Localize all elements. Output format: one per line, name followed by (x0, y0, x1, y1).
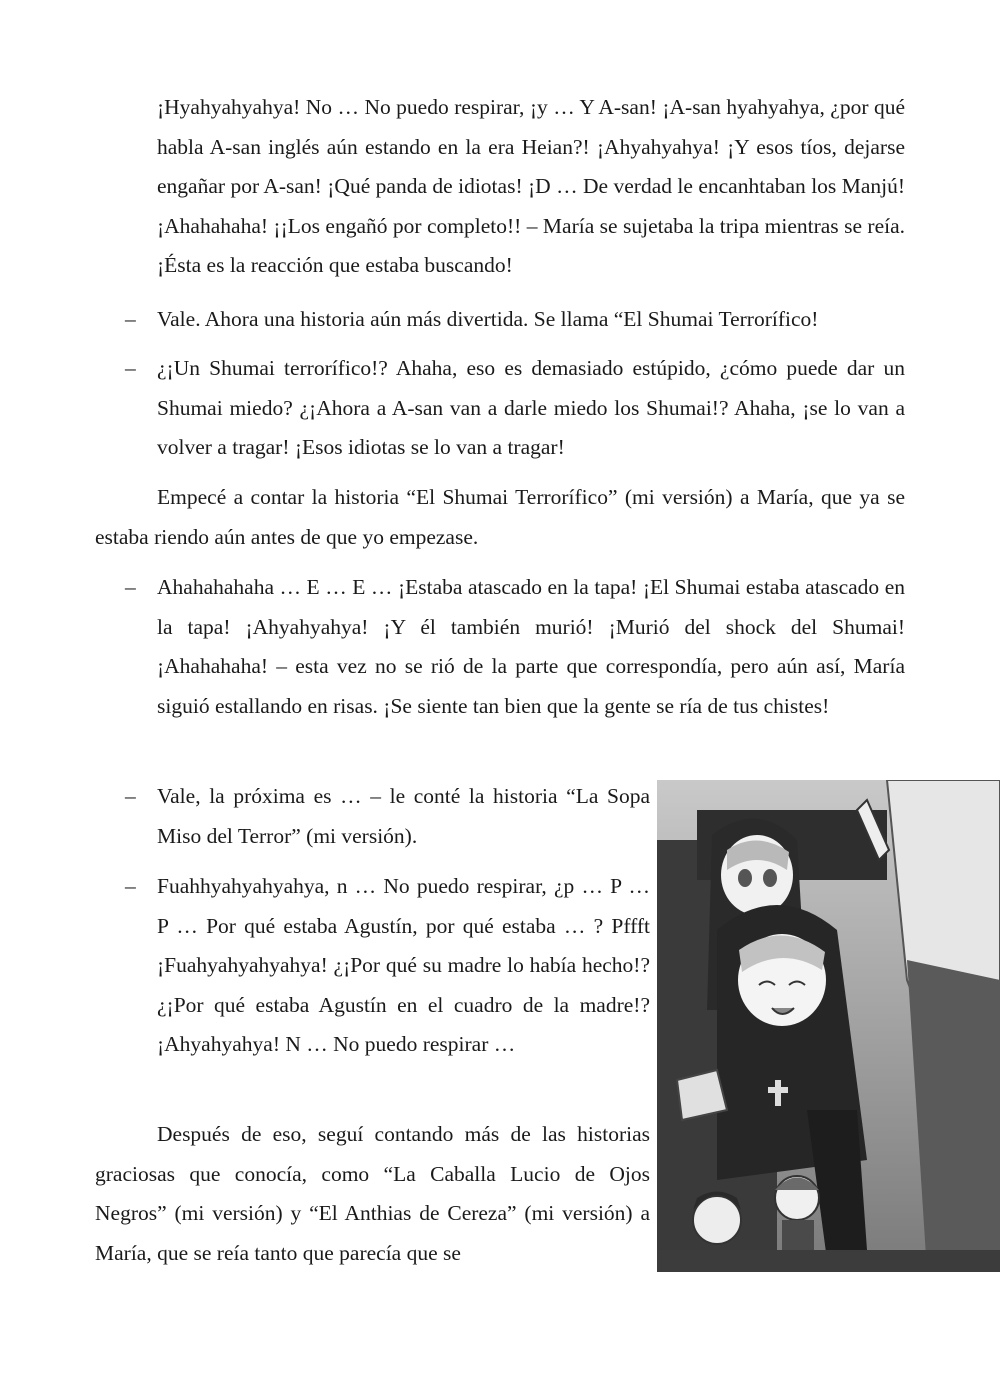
dialogue-paragraph: Vale, la próxima es … – le conté la historia “La Sopa Miso del Terror” (mi versión). (157, 784, 650, 848)
dialogue-dash: – (125, 356, 136, 380)
narration-paragraph: Empecé a contar la historia “El Shumai Terrorífico” (mi versión) a María, que ya se estaba riendo aún antes de que yo empezase. (95, 485, 905, 549)
narration-paragraph: Después de eso, seguí contando más de las historias graciosas que conocía, como “La Caballa Lucio de Ojos Negros” (mi versión) y “El Anthias de Cereza” (mi versión) a María, que se reía tanto que parecía que se (95, 1122, 650, 1265)
dialogue-paragraph: Fuahhyahyahyahya, n … No puedo respirar, ¿p … P … P … Por qué estaba Agustín, por qué estaba … ? Pffft ¡Fuahyahyahyahya! ¿¡Por qué su madre lo había hecho!? ¿¡Por qué estaba Agustín en el cuadro de la madre!? ¡Ahyahyahya! N … No puedo respirar … (157, 874, 650, 1057)
paragraph-continuation: ¡Hyahyahyahya! No … No puedo respirar, ¡y … Y A-san! ¡A-san hyahyahya, ¿por qué habla A-san inglés aún estando en la era Heian?! ¡Ahyahyahya! ¡Y esos tíos, dejarse engañar por A-san! ¡Qué panda de idiotas! ¡D … De verdad le encanhtaban los Manjú! ¡Ahahahaha! ¡¡Los engañó por completo!! – María se sujetaba la tripa mientras se reía. ¡Ésta es la reacción que estaba buscando! (157, 95, 905, 278)
dialogue-paragraph: ¿¡Un Shumai terrorífico!? Ahaha, eso es demasiado estúpido, ¿cómo puede dar un Shumai miedo? ¿¡Ahora a A-san van a darle miedo los Shumai!? Ahaha, ¡se lo van a volver a tragar! ¡Esos idiotas se lo van a tragar! (157, 356, 905, 460)
dialogue-dash: – (125, 784, 136, 808)
dialogue-paragraph: Ahahahahaha … E … E … ¡Estaba atascado en la tapa! ¡El Shumai estaba atascado en la tapa! ¡Ahyahyahya! ¡Y él también murió! ¡Murió del shock del Shumai! ¡Ahahahaha! – esta vez no se rió de la parte que correspondía, pero aún así, María siguió estallando en risas. ¡Se siente tan bien que la gente se ría de tus chistes! (157, 575, 905, 718)
dialogue-dash: – (125, 575, 136, 599)
dialogue-paragraph: Vale. Ahora una historia aún más divertida. Se llama “El Shumai Terrorífico! (157, 307, 819, 331)
dialogue-dash: – (125, 874, 136, 898)
dialogue-dash: – (125, 307, 136, 331)
manga-illustration (657, 780, 1000, 1272)
